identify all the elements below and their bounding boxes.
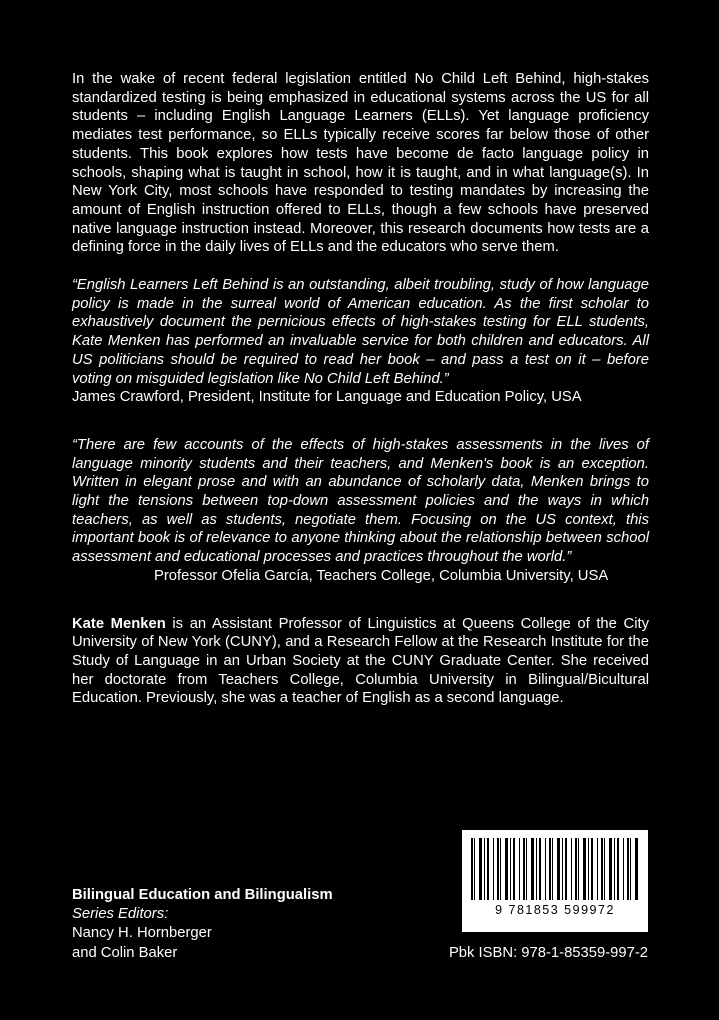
cover-text-block xyxy=(72,70,649,727)
review-quote-1: “English Learners Left Behind is an outstanding, albeit troubling, study of how language policy is made in the surreal world of American education. As the first scholar to exhaustively document the pernicious effects of high-stakes testing for ELL students, Kate Menken has performed an invaluable service for both children and educators. All US politicians should be required to read her book – and pass a test on it – before voting on misguided legislation like No Child Left Behind.” xyxy=(72,277,649,387)
author-bio xyxy=(72,615,649,709)
review-attribution-1: James Crawford, President, Institute for Language and Education Policy, USA xyxy=(72,389,582,406)
blurb-paragraph: In the wake of recent federal legislation entitled No Child Left Behind, high-stakes standardized testing is being emphasized in educational systems across the US for all students – including English Language Learners (ELLs). Yet language proficiency mediates test performance, so ELLs typically receive scores far below those of other students. This book explores how tests have become de facto language policy in schools, shaping what is taught in school, how it is taught, and in what language(s). In New York City, most schools have responded to testing mandates by increasing the amount of English instruction offered to ELLs, though a few schools have preserved native language instruction instead. Moreover, this research documents how tests are a defining force in the daily lives of ELLs and the educators who serve them. xyxy=(72,71,649,256)
series-title: Bilingual Education and Bilingualism xyxy=(72,887,333,903)
barcode-bars-icon xyxy=(471,838,639,900)
review-attribution-2: Professor Ofelia García, Teachers College, Columbia University, USA xyxy=(154,567,609,584)
series-editor-1: Nancy H. Hornberger xyxy=(72,925,212,942)
barcode-panel xyxy=(462,830,648,932)
review-quote-2: “There are few accounts of the effects of high-stakes assessments in the lives of language minority students and their teachers, and Menken's book is an exception. Written in elegant prose and with an abundance of scholarly data, Menken brings to light the tensions between top-down assessment policies and the ways in which teachers, as well as students, negotiate them. Focusing on the US context, this important book is of relevance to anyone thinking about the relationship between school assessment and educational processes and practices throughout the world.” xyxy=(72,436,649,566)
series-editors-label: Series Editors: xyxy=(72,906,169,923)
author-name: Kate Menken xyxy=(72,615,166,632)
series-editor-2: and Colin Baker xyxy=(72,944,178,961)
barcode-number: 9 781853 599972 xyxy=(495,903,615,917)
series-info xyxy=(72,886,333,963)
isbn-text: Pbk ISBN: 978-1-85359-997-2 xyxy=(448,945,648,961)
author-bio-text: is an Assistant Professor of Linguistics at Queens College of the City University of New York (CUNY), and a Research Fellow at the Research Institute for the Study of Language in an Urban Society at the CUNY Graduate Center. She received her doctorate from Teachers College, Columbia University in Bilingual/Bicultural Education. Previously, she was a teacher of English as a second language. xyxy=(72,615,649,707)
